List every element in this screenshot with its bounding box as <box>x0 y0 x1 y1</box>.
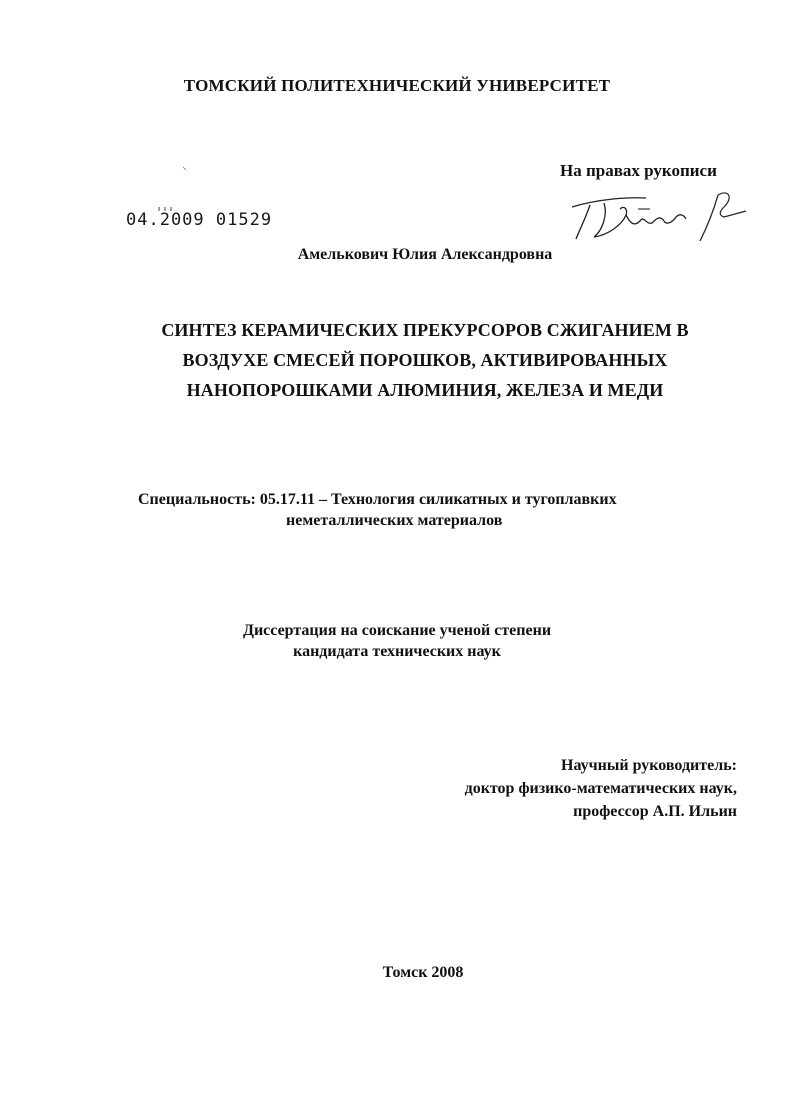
specialty-line-2: неметаллических материалов <box>286 512 503 529</box>
author-signature <box>568 185 758 245</box>
city-year: Томск 2008 <box>382 964 464 981</box>
title-line: СИНТЕЗ КЕРАМИЧЕСКИХ ПРЕКУРСОРОВ СЖИГАНИЕМ В <box>161 320 689 340</box>
supervisor-block <box>380 754 737 823</box>
university-name: ТОМСКИЙ ПОЛИТЕХНИЧЕСКИЙ УНИВЕРСИТЕТ <box>183 76 611 95</box>
author-name: Амелькович Юлия Александровна <box>297 246 553 263</box>
title-line: НАНОПОРОШКАМИ АЛЮМИНИЯ, ЖЕЛЕЗА И МЕДИ <box>186 380 664 400</box>
dissertation-title <box>100 315 750 405</box>
manuscript-rights-label: На правах рукописи <box>560 161 717 180</box>
specialty-block <box>138 489 617 531</box>
degree-line-2: кандидата технических наук <box>293 643 501 660</box>
supervisor-name: профессор А.П. Ильин <box>573 803 737 820</box>
supervisor-degree: доктор физико-математических наук, <box>464 780 737 797</box>
scan-speck <box>182 166 190 174</box>
degree-statement <box>0 620 794 662</box>
registry-tick-marks <box>157 206 177 212</box>
degree-line-1: Диссертация на соискание ученой степени <box>242 622 552 639</box>
title-line: ВОЗДУХЕ СМЕСЕЙ ПОРОШКОВ, АКТИВИРОВАННЫХ <box>182 350 668 370</box>
registry-number: 04.2009 01529 <box>126 210 273 230</box>
specialty-line-1: Специальность: 05.17.11 – Технология силикатных и тугоплавких <box>138 491 617 508</box>
supervisor-label: Научный руководитель: <box>561 757 737 774</box>
